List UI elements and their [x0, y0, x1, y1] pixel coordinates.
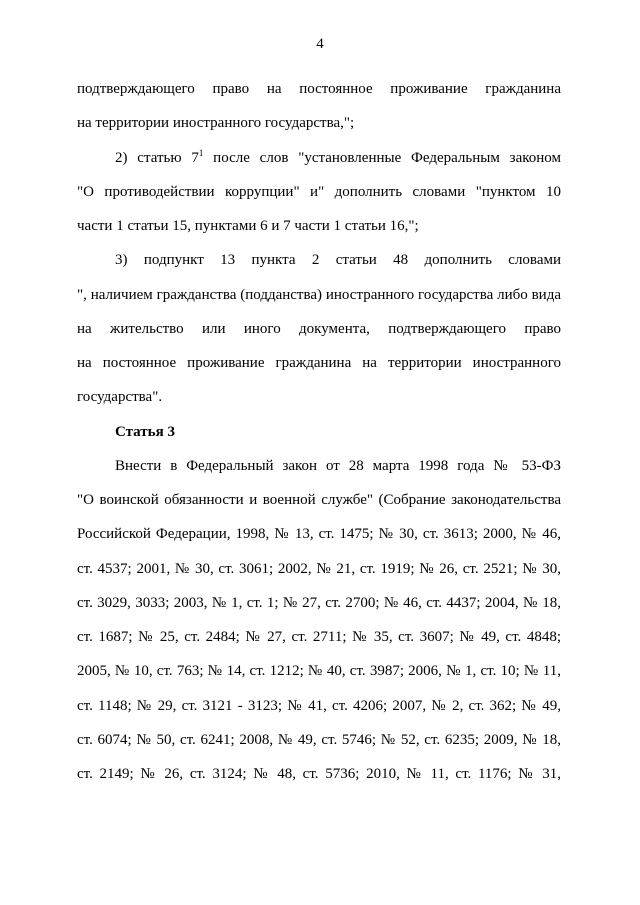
text-line: ст. 6074; № 50, ст. 6241; 2008, № 49, ст. 5746; № 52, ст. 6235; 2009, № 18,: [77, 731, 561, 748]
text-line: "О противодействии коррупции" и" дополнить словами "пунктом 10: [77, 183, 561, 200]
text-line: 3) подпункт 13 пункта 2 статьи 48 дополнить словами: [115, 252, 561, 269]
document-body: [77, 72, 561, 791]
article-heading: Статья 3: [115, 423, 175, 440]
text-line: ", наличием гражданства (подданства) иностранного государства либо вида: [77, 286, 561, 303]
text-line: на постоянное проживание гражданина на территории иностранного: [77, 355, 561, 371]
page-number: 4: [316, 36, 324, 52]
text-line: ст. 1148; № 29, ст. 3121 - 3123; № 41, ст. 4206; 2007, № 2, ст. 362; № 49,: [77, 697, 561, 714]
superscript: 1: [198, 147, 204, 158]
text-fragment: после слов "установленные Федеральным законом: [203, 149, 561, 166]
text-line: ст. 3029, 3033; 2003, № 1, ст. 1; № 27, ст. 2700; № 46, ст. 4437; 2004, № 18,: [77, 594, 561, 611]
text-line: подтверждающего право на постоянное проживание гражданина: [77, 81, 561, 97]
text-line: государства".: [77, 389, 163, 406]
text-line: "О воинской обязанности и военной службе" (Собрание законодательства: [77, 492, 561, 508]
text-line: на жительство или иного документа, подтверждающего право: [77, 320, 561, 337]
text-line: Внести в Федеральный закон от 28 марта 1998 года № 53-ФЗ: [115, 457, 561, 474]
text-line: ст. 1687; № 25, ст. 2484; № 27, ст. 2711; № 35, ст. 3607; № 49, ст. 4848;: [77, 629, 561, 645]
text-line: на территории иностранного государства,";: [77, 115, 355, 132]
text-line: Российской Федерации, 1998, № 13, ст. 1475; № 30, ст. 3613; 2000, № 46,: [77, 526, 561, 543]
text-line: ст. 2149; № 26, ст. 3124; № 48, ст. 5736; 2010, № 11, ст. 1176; № 31,: [77, 766, 561, 782]
text-line: части 1 статьи 15, пунктами 6 и 7 части 1 статьи 16,";: [77, 218, 419, 234]
text-fragment: 2) статью 7: [115, 149, 199, 166]
text-line: ст. 4537; 2001, № 30, ст. 3061; 2002, № 21, ст. 1919; № 26, ст. 2521; № 30,: [77, 560, 561, 577]
text-line: 2005, № 10, ст. 763; № 14, ст. 1212; № 40, ст. 3987; 2006, № 1, ст. 10; № 11,: [77, 663, 561, 680]
text-line: [77, 141, 561, 175]
